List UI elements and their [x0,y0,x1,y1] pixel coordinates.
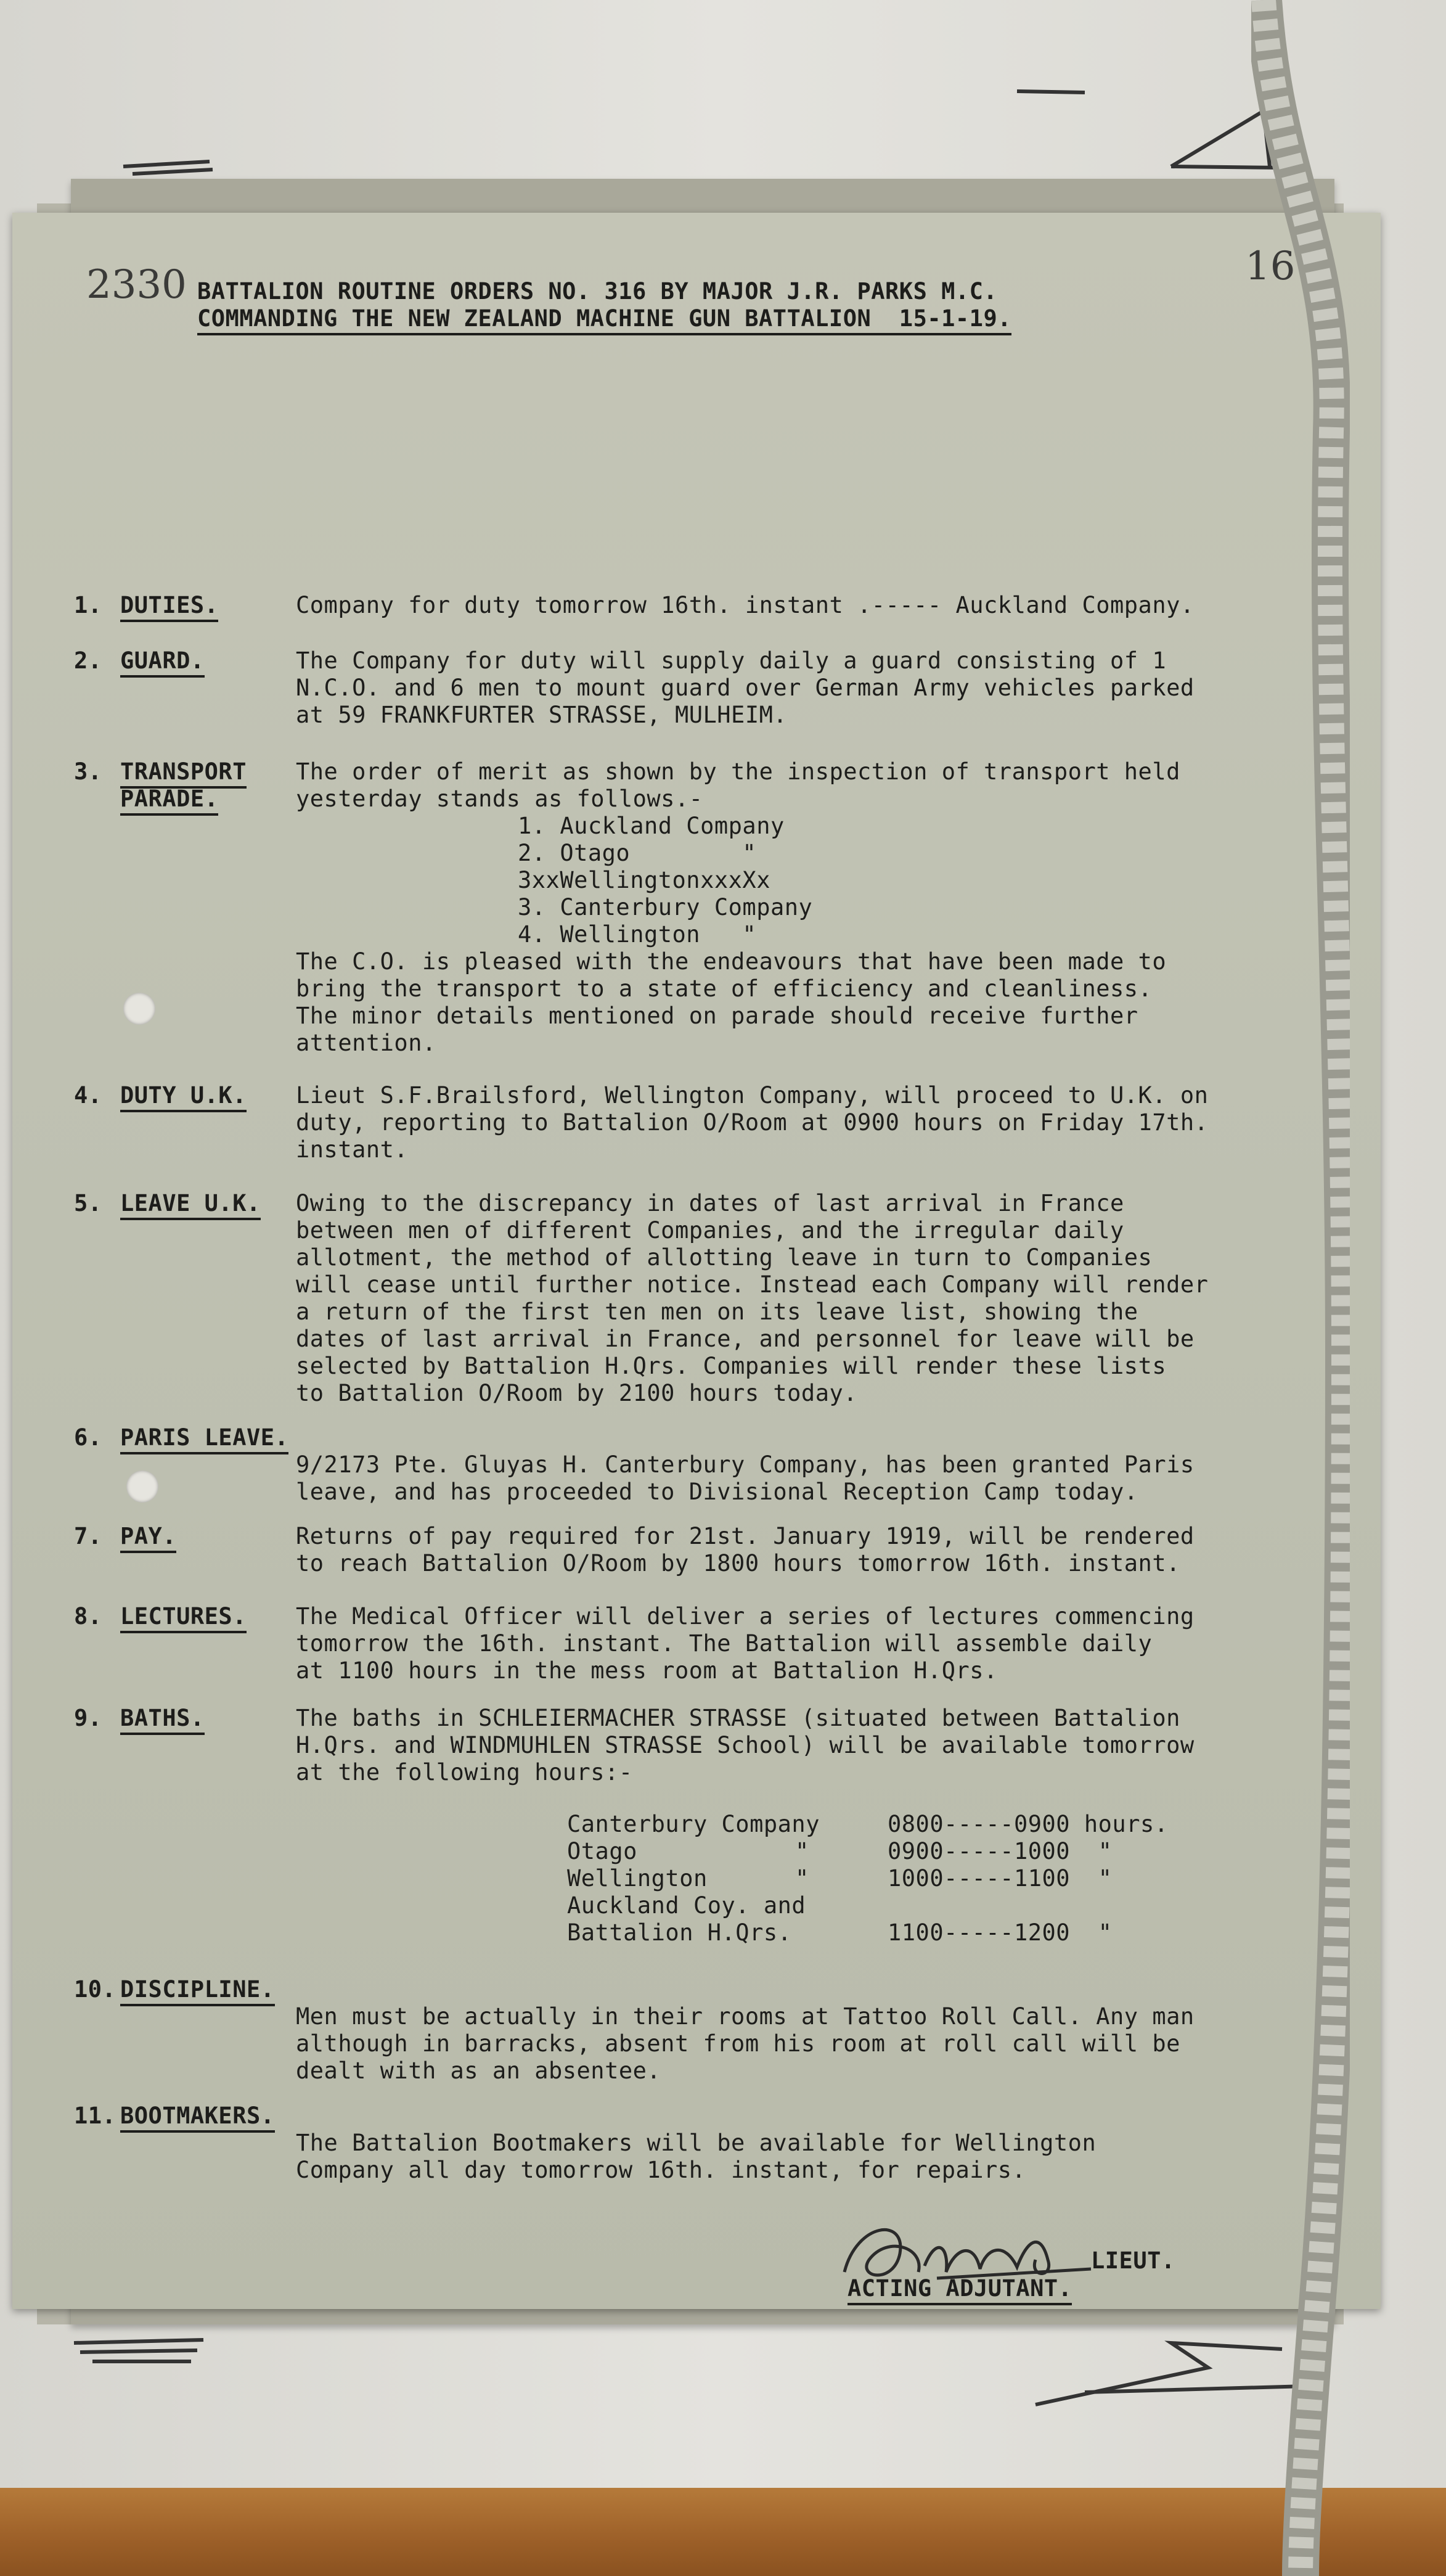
order-text-line: yesterday stands as follows.- [296,786,703,812]
binding-cord [1251,0,1350,2576]
order-text-line: The minor details mentioned on parade should receive further [296,1003,1138,1029]
signature-rank: LIEUT. [1091,2247,1175,2274]
order-title: PAY. [120,1523,176,1553]
order-number: 5. [74,1190,102,1216]
merit-list-item: 3xxWellingtonxxxXx [518,867,770,893]
order-text-line: to reach Battalion O/Room by 1800 hours tomorrow 16th. instant. [296,1550,1180,1577]
order-text-line: Men must be actually in their rooms at Tattoo Roll Call. Any man [296,2003,1195,2030]
order-text-line: a return of the first ten men on its leave list, showing the [296,1298,1138,1325]
bath-schedule-time: 0800-----0900 hours. [888,1811,1169,1837]
bath-schedule-time: 1100-----1200 " [888,1919,1113,1946]
title-line-2: COMMANDING THE NEW ZEALAND MACHINE GUN BATTALION 15-1-19. [197,305,1011,335]
order-text-line: tomorrow the 16th. instant. The Battalion will assemble daily [296,1630,1153,1657]
order-text-line: duty, reporting to Battalion O/Room at 0900 hours on Friday 17th. [296,1109,1209,1136]
bath-schedule-ditto: " [795,1865,809,1892]
order-number: 4. [74,1082,102,1109]
order-number: 7. [74,1523,102,1549]
order-text-line: bring the transport to a state of efficiency and cleanliness. [296,975,1153,1002]
order-text-line: to Battalion O/Room by 2100 hours today. [296,1380,858,1406]
order-text-line: The baths in SCHLEIERMACHER STRASSE (situated between Battalion [296,1705,1180,1731]
order-number: 9. [74,1705,102,1731]
page-number: 16 [1245,244,1296,289]
order-title: PARIS LEAVE. [120,1424,288,1454]
order-number: 1. [74,592,102,618]
order-number: 3. [74,758,102,785]
order-text-line: leave, and has proceeded to Divisional Reception Camp today. [296,1479,1138,1505]
title-line-1: BATTALION ROUTINE ORDERS NO. 316 BY MAJOR J.R. PARKS M.C. [197,278,998,305]
order-number: 6. [74,1424,102,1451]
order-text-line: dealt with as an absentee. [296,2057,661,2084]
order-number: 10. [74,1976,116,2003]
routine-orders-sheet [12,213,1381,2309]
order-text-line: selected by Battalion H.Qrs. Companies will render these lists [296,1353,1167,1379]
order-text-line: H.Qrs. and WINDMUHLEN STRASSE School) will be available tomorrow [296,1732,1195,1758]
bath-schedule-unit: Otago [567,1838,637,1864]
order-text-line: N.C.O. and 6 men to mount guard over German Army vehicles parked [296,675,1195,701]
order-text-line: at 1100 hours in the mess room at Battalion H.Qrs. [296,1657,998,1684]
order-text-line: dates of last arrival in France, and personnel for leave will be [296,1326,1195,1352]
signature-role: ACTING ADJUTANT. [848,2275,1072,2305]
order-text-line: The order of merit as shown by the inspection of transport held [296,758,1180,785]
order-text-line: 9/2173 Pte. Gluyas H. Canterbury Company, has been granted Paris [296,1451,1195,1478]
bath-schedule-unit: Wellington [567,1865,708,1892]
bath-schedule-time: 0900-----1000 " [888,1838,1113,1864]
merit-list-item: 2. Otago " [518,840,757,866]
order-text-line: Owing to the discrepancy in dates of last arrival in France [296,1190,1124,1216]
order-text-line: instant. [296,1136,409,1163]
order-text-line: The Company for duty will supply daily a guard consisting of 1 [296,647,1167,674]
order-text-line: Lieut S.F.Brailsford, Wellington Company, will proceed to U.K. on [296,1082,1209,1109]
order-text-line: allotment, the method of allotting leave in turn to Companies [296,1244,1153,1271]
file-number: 2330 [86,262,187,308]
order-number: 11. [74,2102,116,2129]
order-text-line: Company for duty tomorrow 16th. instant .----- Auckland Company. [296,592,1195,618]
order-text-line: between men of different Companies, and the irregular daily [296,1217,1124,1244]
order-text-line: at the following hours:- [296,1759,633,1786]
bath-schedule-time: 1000-----1100 " [888,1865,1113,1892]
punch-hole [126,1471,158,1503]
order-text-line: although in barracks, absent from his room at roll call will be [296,2030,1180,2057]
order-title: DUTIES. [120,592,218,622]
order-text-line: at 59 FRANKFURTER STRASSE, MULHEIM. [296,702,788,728]
order-text-line: The Medical Officer will deliver a series of lectures commencing [296,1603,1195,1630]
order-text-line: will cease until further notice. Instead each Company will render [296,1271,1209,1298]
merit-list-item: 4. Wellington " [518,921,757,948]
merit-list-item: 1. Auckland Company [518,813,785,839]
punch-hole [123,993,155,1025]
order-title: TRANSPORT [120,758,247,789]
order-text-line: The Battalion Bootmakers will be available for Wellington [296,2130,1097,2156]
bath-schedule-unit: Canterbury Company [567,1811,820,1837]
order-number: 2. [74,647,102,674]
order-text-line: The C.O. is pleased with the endeavours that have been made to [296,948,1167,975]
order-title: DUTY U.K. [120,1082,247,1112]
order-title: BATHS. [120,1705,205,1735]
merit-list-item: 3. Canterbury Company [518,894,813,921]
bath-schedule-unit: Battalion H.Qrs. [567,1919,792,1946]
order-title: LECTURES. [120,1603,247,1633]
order-title: LEAVE U.K. [120,1190,261,1220]
order-title: BOOTMAKERS. [120,2102,275,2133]
order-text-line: attention. [296,1030,436,1056]
bath-schedule-ditto: " [795,1838,809,1864]
order-text-line: Company all day tomorrow 16th. instant, for repairs. [296,2157,1026,2183]
bath-schedule-unit: Auckland Coy. and [567,1892,806,1919]
order-title: GUARD. [120,647,205,678]
order-title-line2: PARADE. [120,786,218,816]
order-text-line: Returns of pay required for 21st. January 1919, will be rendered [296,1523,1195,1549]
order-title: DISCIPLINE. [120,1976,275,2006]
order-number: 8. [74,1603,102,1630]
